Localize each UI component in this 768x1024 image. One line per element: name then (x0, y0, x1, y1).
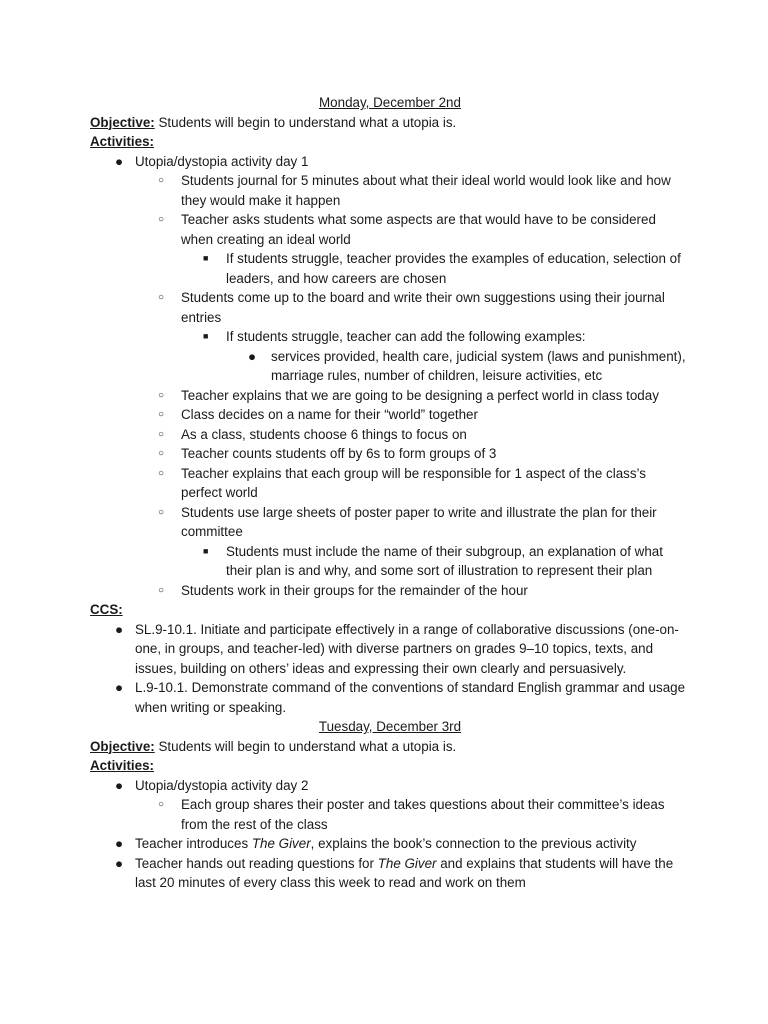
monday-heading: Monday, December 2nd (319, 95, 461, 110)
list-item-text: If students struggle, teacher provides the examples of education, selection of leaders, and how careers are chosen (226, 251, 681, 286)
list-item-text: Teacher explains that we are going to be designing a perfect world in class today (181, 387, 659, 403)
list-item (90, 210, 690, 249)
list-item (90, 503, 690, 542)
bullet-circle-icon: ○ (158, 428, 165, 440)
bullet-circle-icon: ○ (158, 584, 165, 596)
bullet-dot-icon: ● (248, 348, 257, 364)
list-item-text: Teacher asks students what some aspects are that would have to be considered when creating an ideal world (181, 212, 656, 247)
list-item (90, 425, 690, 445)
text-run: Each group shares their poster and takes questions about their committee’s ideas from the rest of the class (181, 797, 665, 832)
monday-activities-list (90, 152, 690, 601)
tuesday-objective (90, 737, 690, 757)
list-item-text (181, 795, 690, 834)
bullet-circle-icon: ○ (158, 409, 165, 420)
list-item-text: Students come up to the board and write their own suggestions using their journal entries (181, 290, 665, 325)
bullet-dot-icon: ● (115, 621, 124, 637)
list-item (90, 288, 690, 327)
tuesday-activities-list (90, 776, 690, 893)
book-title: The Giver (377, 855, 437, 871)
bullet-circle-icon: ○ (158, 799, 165, 810)
list-item-text (135, 854, 690, 893)
list-item (90, 776, 690, 796)
bullet-dot-icon: ● (115, 836, 124, 851)
text-run: Utopia/dystopia activity day 2 (135, 777, 309, 793)
list-item (90, 444, 690, 464)
bullet-dot-icon: ● (115, 777, 124, 793)
list-item (90, 795, 690, 834)
bullet-circle-icon: ○ (158, 292, 165, 303)
list-item-text: If students struggle, teacher can add the following examples: (226, 329, 586, 344)
list-item (90, 678, 690, 717)
list-item (90, 386, 690, 406)
ccs-standard-text: L.9-10.1. Demonstrate command of the conventions of standard English grammar and usage when writing or speaking. (135, 680, 686, 715)
lesson-plan-document (90, 93, 690, 893)
list-item (90, 347, 690, 386)
list-item-text: Students use large sheets of poster paper to write and illustrate the plan for their committee (181, 504, 657, 539)
list-item-text: Utopia/dystopia activity day 1 (135, 153, 309, 169)
bullet-dot-icon: ● (115, 855, 124, 871)
tuesday-objective-label: Objective: (90, 738, 155, 754)
bullet-square-icon: ■ (203, 545, 209, 556)
list-item (90, 854, 690, 893)
text-run: Teacher hands out reading questions for (135, 855, 378, 871)
bullet-circle-icon: ○ (158, 389, 165, 401)
list-item-text (135, 834, 690, 854)
list-item-text: As a class, students choose 6 things to focus on (181, 426, 467, 442)
list-item-text: services provided, health care, judicial system (laws and punishment), marriage rules, number of children, leisure activities, etc (271, 348, 686, 383)
bullet-circle-icon: ○ (158, 214, 165, 225)
bullet-dot-icon: ● (115, 680, 124, 695)
list-item (90, 249, 690, 288)
tuesday-heading: Tuesday, December 3rd (318, 719, 462, 734)
bullet-dot-icon: ● (115, 153, 124, 169)
list-item (90, 620, 690, 679)
monday-objective (90, 113, 690, 133)
tuesday-activities-label: Activities: (90, 758, 154, 773)
ccs-standard-text: SL.9-10.1. Initiate and participate effectively in a range of collaborative discussions (one-on-one, in groups, and teacher-led) with diverse partners on grades 9–10 topics, texts, and issues, building on others’ ideas and expressing their own clearly and persuasively. (135, 621, 679, 676)
list-item-text: Teacher explains that each group will be responsible for 1 aspect of the class’s perfect world (181, 465, 646, 500)
bullet-square-icon: ■ (203, 253, 209, 263)
bullet-circle-icon: ○ (158, 448, 165, 459)
list-item (90, 327, 690, 347)
list-item-text: Students work in their groups for the remainder of the hour (181, 582, 528, 598)
list-item-text: Teacher counts students off by 6s to form groups of 3 (181, 446, 497, 461)
tuesday-objective-text: Students will begin to understand what a utopia is. (154, 738, 457, 754)
ccs-standards-list (90, 620, 690, 718)
monday-objective-text: Students will begin to understand what a utopia is. (154, 114, 457, 130)
list-item-text: Class decides on a name for their “world” together (181, 407, 478, 422)
bullet-circle-icon: ○ (158, 467, 165, 479)
list-item (90, 405, 690, 425)
text-run: , explains the book’s connection to the previous activity (310, 836, 637, 851)
monday-objective-label: Objective: (90, 114, 155, 130)
list-item-text: Students must include the name of their subgroup, an explanation of what their plan is and why, and some sort of illustration to represent their plan (226, 543, 663, 578)
bullet-circle-icon: ○ (158, 506, 165, 518)
bullet-circle-icon: ○ (158, 175, 165, 186)
list-item (90, 581, 690, 601)
book-title: The Giver (251, 836, 311, 851)
ccs-label: CCS: (90, 602, 123, 617)
list-item-text (135, 776, 690, 796)
list-item (90, 542, 690, 581)
text-run: and explains that students will have the last 20 minutes of every class this week to read and work on them (135, 855, 674, 890)
list-item (90, 152, 690, 172)
list-item (90, 171, 690, 210)
list-item (90, 464, 690, 503)
list-item-text: Students journal for 5 minutes about what their ideal world would look like and how they would make it happen (181, 173, 671, 208)
monday-activities-label: Activities: (90, 134, 154, 149)
text-run: Teacher introduces (135, 836, 252, 851)
list-item (90, 834, 690, 854)
bullet-square-icon: ■ (203, 331, 209, 341)
